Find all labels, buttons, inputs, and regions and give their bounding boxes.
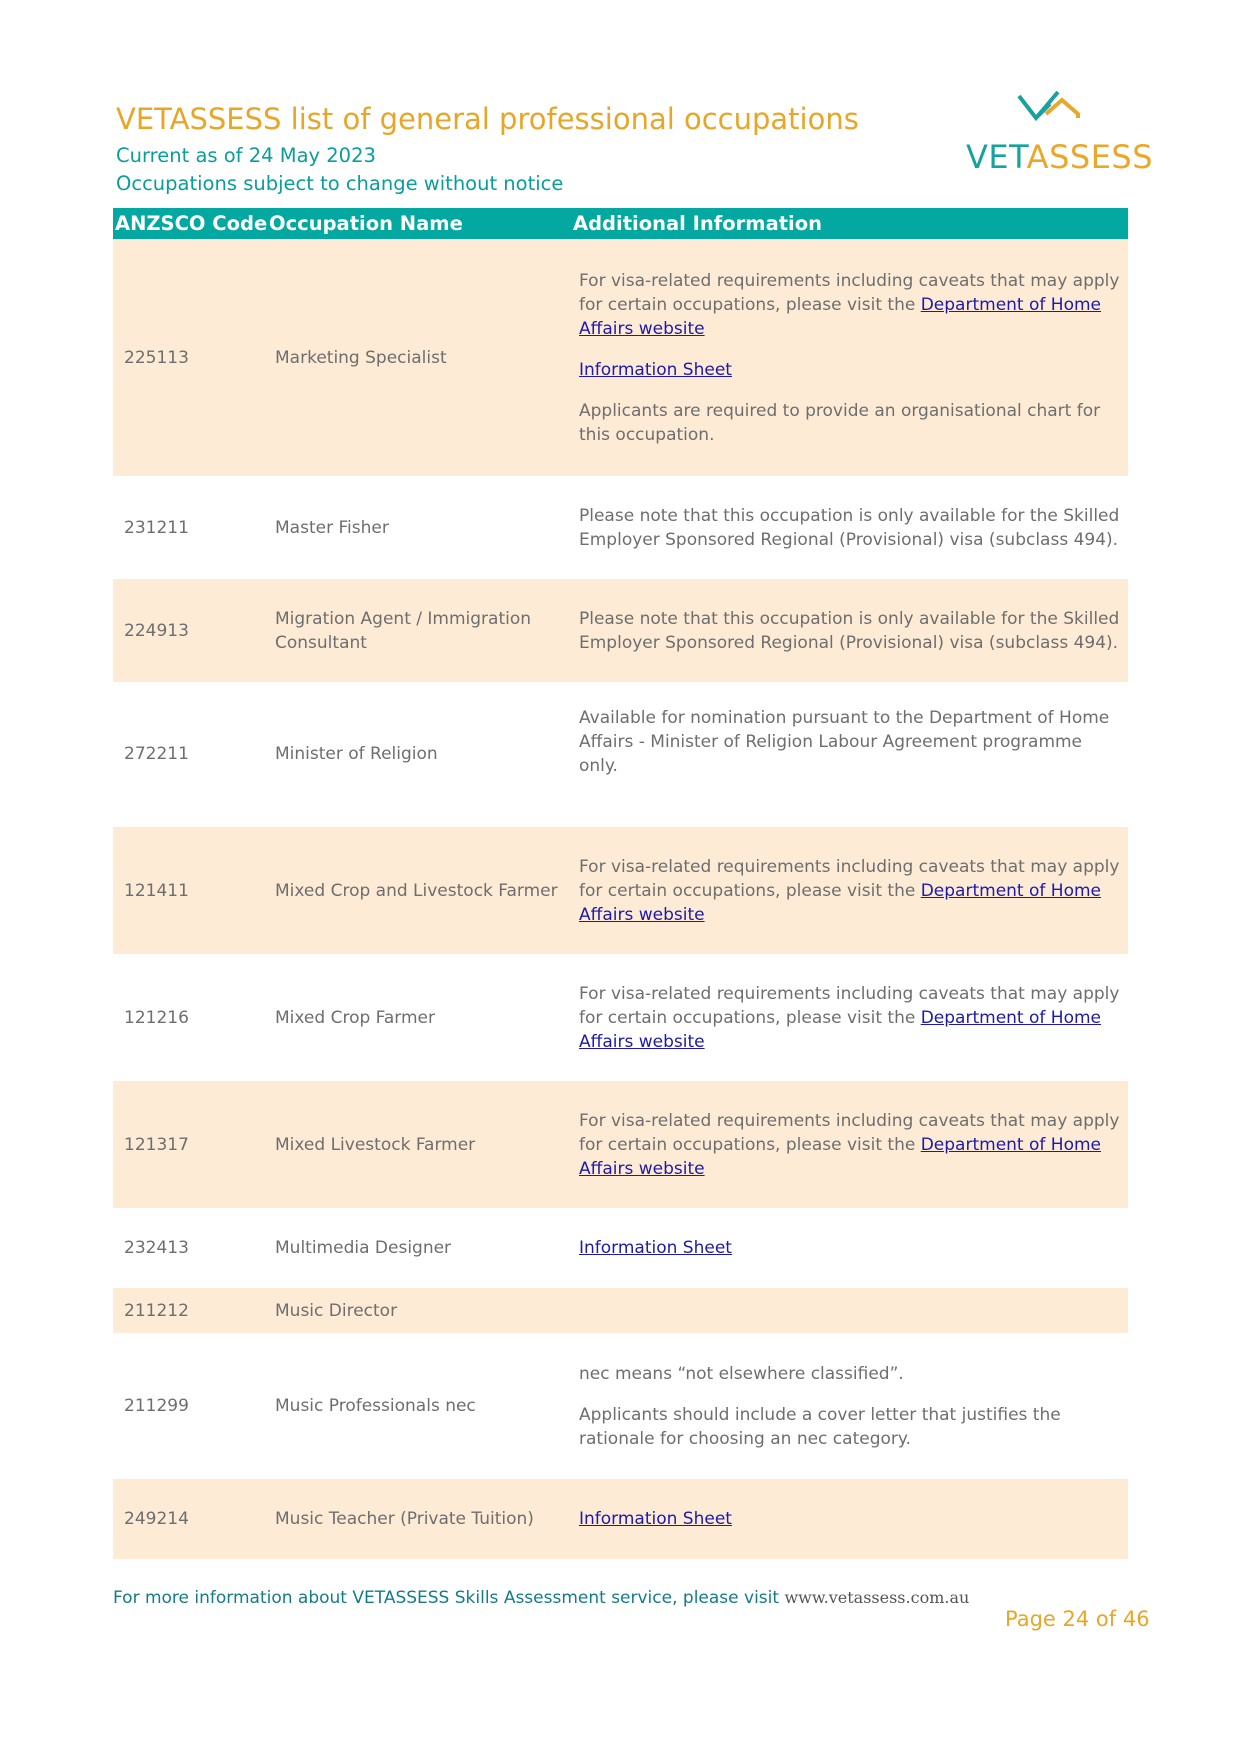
header-anzsco-code: ANZSCO Code bbox=[115, 212, 268, 235]
occupations-table bbox=[113, 208, 1128, 1559]
occupation-name: Mixed Livestock Farmer bbox=[275, 1134, 476, 1155]
home-affairs-link[interactable]: Department of Home Affairs website bbox=[579, 1007, 1101, 1052]
anzsco-code: 272211 bbox=[124, 744, 189, 764]
info-extra: Applicants are required to provide an organisational chart for this occupation. bbox=[579, 400, 1101, 445]
occupation-name: Music Teacher (Private Tuition) bbox=[275, 1509, 534, 1529]
additional-info bbox=[567, 504, 1128, 552]
logo-wordmark-assess: ASSESS bbox=[1026, 138, 1154, 176]
anzsco-code: 232413 bbox=[124, 1238, 189, 1258]
anzsco-code: 225113 bbox=[124, 347, 189, 368]
footer-url[interactable]: www.vetassess.com.au bbox=[784, 1588, 970, 1607]
anzsco-code: 224913 bbox=[124, 620, 189, 641]
occupation-name: Mixed Crop and Livestock Farmer bbox=[275, 880, 558, 901]
vetassess-logo bbox=[966, 88, 1154, 178]
table-row bbox=[113, 579, 1128, 682]
anzsco-code: 211212 bbox=[124, 1300, 189, 1321]
page-title: VETASSESS list of general professional occupations bbox=[116, 102, 859, 136]
table-row bbox=[113, 1333, 1128, 1479]
footer-text: For more information about VETASSESS Skills Assessment service, please visit bbox=[113, 1588, 785, 1608]
current-as-of: Current as of 24 May 2023 bbox=[116, 144, 376, 167]
header-additional-information: Additional Information bbox=[573, 212, 823, 235]
table-row bbox=[113, 954, 1128, 1081]
info-text: Please note that this occupation is only available for the Skilled Employer Sponsored Regional (Provisional) visa (subclass 494). bbox=[579, 505, 1120, 550]
page-number: Page 24 of 46 bbox=[1005, 1607, 1150, 1631]
table-row bbox=[113, 476, 1128, 579]
anzsco-code: 121317 bbox=[124, 1134, 189, 1155]
home-affairs-link[interactable]: Department of Home Affairs website bbox=[579, 880, 1101, 925]
additional-info bbox=[567, 1109, 1128, 1181]
anzsco-code: 231211 bbox=[124, 517, 189, 538]
occupation-name: Multimedia Designer bbox=[275, 1238, 452, 1258]
home-affairs-link[interactable]: Department of Home Affairs website bbox=[579, 294, 1101, 339]
occupation-name: Migration Agent / Immigration Consultant bbox=[275, 608, 532, 653]
occupation-name: Mixed Crop Farmer bbox=[275, 1007, 435, 1028]
anzsco-code: 211299 bbox=[124, 1396, 189, 1416]
additional-info bbox=[567, 982, 1128, 1054]
table-row bbox=[113, 682, 1128, 827]
additional-info bbox=[567, 706, 1128, 778]
info-text: Please note that this occupation is only available for the Skilled Employer Sponsored Regional (Provisional) visa (subclass 494). bbox=[579, 608, 1120, 653]
information-sheet-link[interactable]: Information Sheet bbox=[579, 1238, 732, 1258]
additional-info bbox=[567, 269, 1128, 447]
info-text: For visa-related requirements including caveats that may apply for certain occupations, please visit the bbox=[579, 983, 1120, 1028]
occupation-name: Minister of Religion bbox=[275, 744, 438, 764]
occupation-name: Music Professionals nec bbox=[275, 1396, 476, 1416]
table-row bbox=[113, 1081, 1128, 1208]
info-text: For visa-related requirements including caveats that may apply for certain occupations, please visit the bbox=[579, 1110, 1120, 1155]
logo-wordmark bbox=[966, 138, 1153, 176]
table-row bbox=[113, 1208, 1128, 1288]
anzsco-code: 121411 bbox=[124, 880, 189, 901]
anzsco-code: 249214 bbox=[124, 1509, 189, 1529]
checkmark-house-icon bbox=[1016, 88, 1086, 134]
additional-info bbox=[567, 855, 1128, 927]
occupation-name: Master Fisher bbox=[275, 517, 389, 538]
information-sheet-link[interactable]: Information Sheet bbox=[579, 1509, 732, 1529]
additional-info bbox=[567, 607, 1128, 655]
home-affairs-link[interactable]: Department of Home Affairs website bbox=[579, 1134, 1101, 1179]
info-text: For visa-related requirements including caveats that may apply for certain occupations, please visit the bbox=[579, 270, 1120, 315]
table-header bbox=[113, 208, 1128, 239]
table-row bbox=[113, 1479, 1128, 1559]
additional-info bbox=[567, 1507, 1128, 1531]
table-row bbox=[113, 1288, 1128, 1333]
occupation-name: Music Director bbox=[275, 1300, 398, 1321]
occupation-name: Marketing Specialist bbox=[275, 347, 447, 368]
header-occupation-name: Occupation Name bbox=[269, 212, 463, 235]
additional-info bbox=[567, 1362, 1128, 1451]
anzsco-code: 121216 bbox=[124, 1007, 189, 1028]
info-text: nec means “not elsewhere classified”. bbox=[579, 1363, 904, 1384]
info-text: For visa-related requirements including caveats that may apply for certain occupations, please visit the bbox=[579, 856, 1120, 901]
logo-wordmark-vet: VET bbox=[966, 138, 1027, 176]
information-sheet-link[interactable]: Information Sheet bbox=[579, 359, 732, 380]
table-row bbox=[113, 827, 1128, 954]
table-row bbox=[113, 239, 1128, 476]
info-extra: Applicants should include a cover letter that justifies the rationale for choosing an nec category. bbox=[579, 1404, 1061, 1449]
info-text: Available for nomination pursuant to the Department of Home Affairs - Minister of Religion Labour Agreement programme only. bbox=[579, 708, 1110, 776]
footer-note bbox=[113, 1588, 969, 1608]
additional-info bbox=[567, 1236, 1128, 1260]
change-notice: Occupations subject to change without notice bbox=[116, 172, 564, 195]
